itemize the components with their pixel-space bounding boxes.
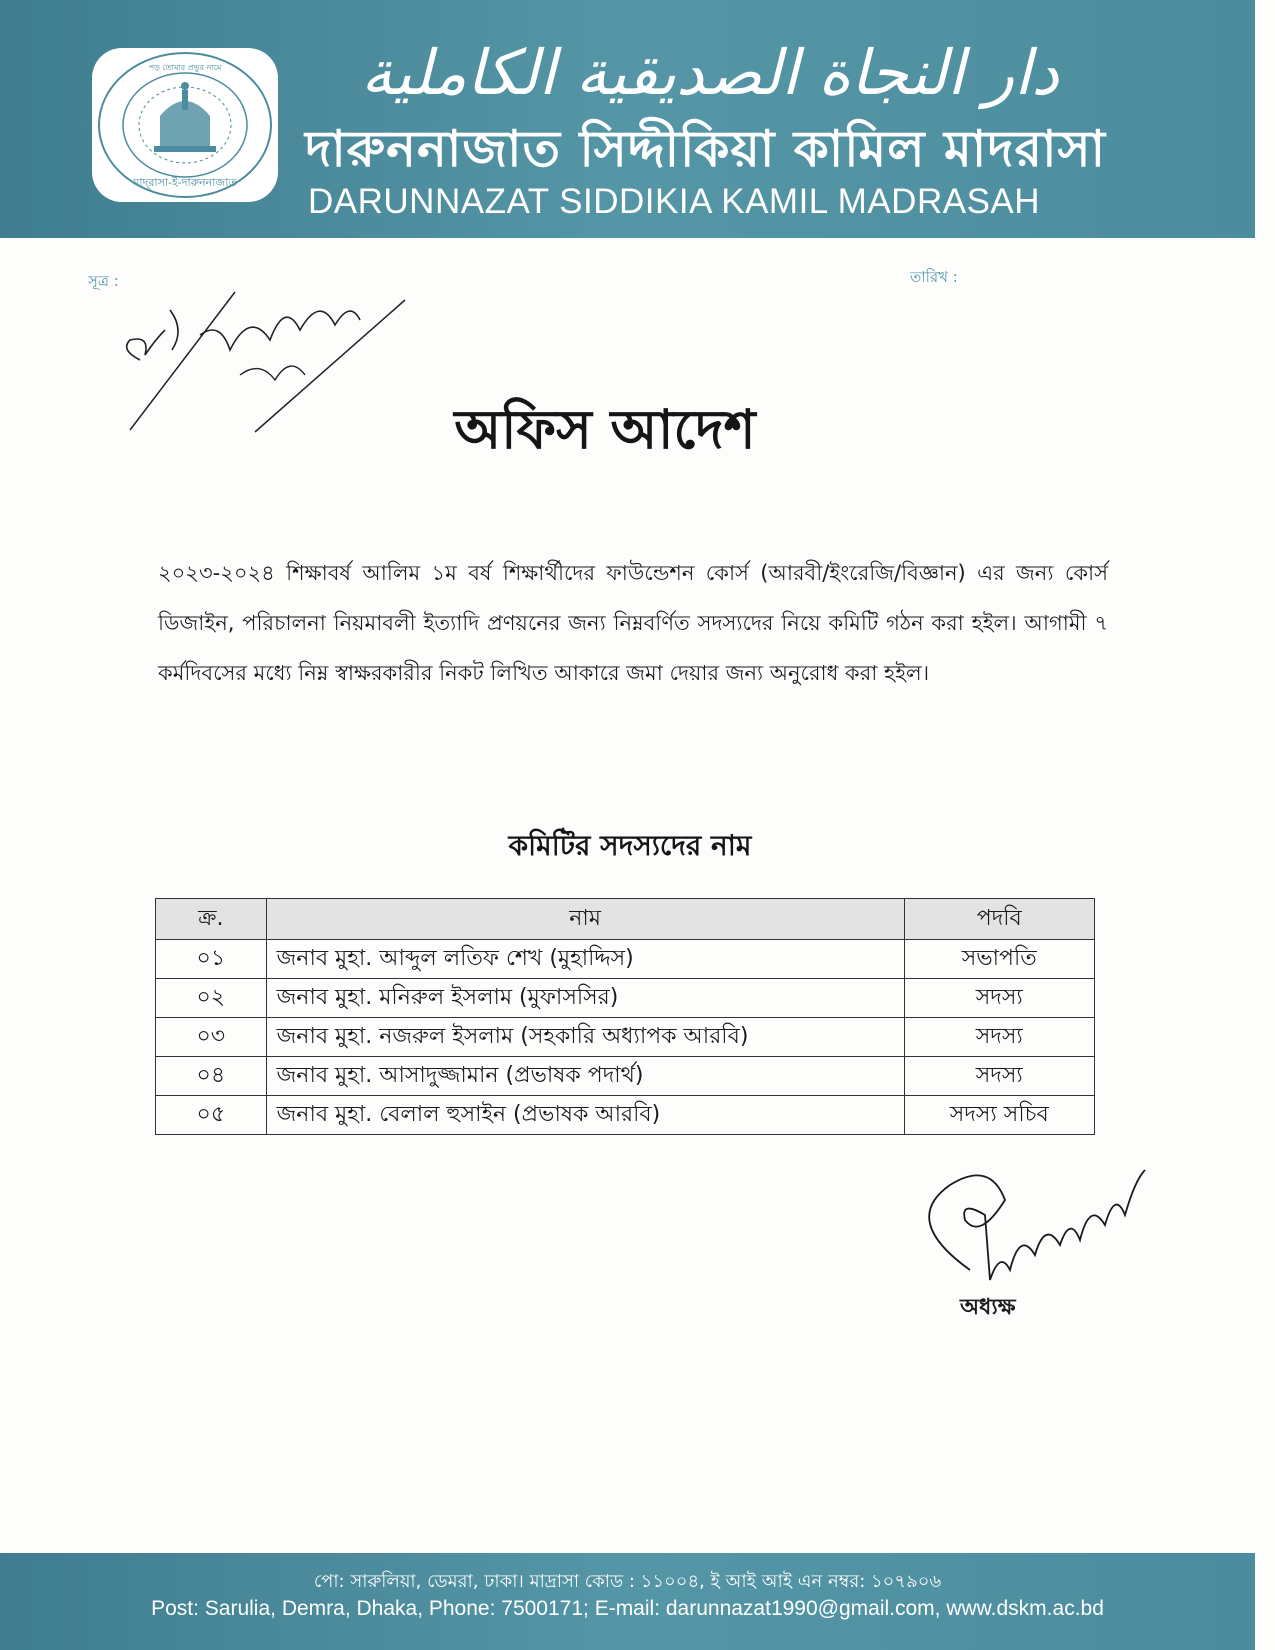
row-name: জনাব মুহা. মনিরুল ইসলাম (মুফাসসির) — [266, 979, 904, 1018]
table-row — [156, 1096, 1095, 1135]
row-name: জনাব মুহা. আসাদুজ্জামান (প্রভাষক পদার্থ) — [266, 1057, 904, 1096]
row-designation: সদস্য — [904, 979, 1094, 1018]
footer-band — [0, 1553, 1255, 1650]
svg-text:মাদ্‌রাসা-ই-দারুননাজাত: মাদ্‌রাসা-ই-দারুননাজাত — [133, 176, 237, 189]
row-name: জনাব মুহা. আব্দুল লতিফ শেখ (মুহাদ্দিস) — [266, 940, 904, 979]
svg-text:পড় তোমার প্রভুর নামে: পড় তোমার প্রভুর নামে — [148, 63, 222, 72]
table-row — [156, 979, 1095, 1018]
row-name: জনাব মুহা. বেলাল হুসাইন (প্রভাষক আরবি) — [266, 1096, 904, 1135]
principal-signature — [910, 1160, 1160, 1310]
madrasah-logo — [90, 46, 280, 204]
footer-contact-english: Post: Sarulia, Demra, Dhaka, Phone: 7500171; E-mail: darunnazat1990@gmail.com, www.dskm.ac.bd — [151, 1597, 1104, 1620]
row-name: জনাব মুহা. নজরুল ইসলাম (সহকারি অধ্যাপক আরবি) — [266, 1018, 904, 1057]
document-title: অফিস আদেশ — [454, 398, 756, 461]
column-header-designation: পদবি — [904, 899, 1094, 940]
committee-table-title: কমিটির সদস্যদের নাম — [508, 829, 752, 862]
column-header-name: নাম — [266, 899, 904, 940]
row-designation: সদস্য — [904, 1057, 1094, 1096]
row-serial: ০৩ — [156, 1018, 267, 1057]
column-header-serial: ক্র. — [156, 899, 267, 940]
arabic-calligraphy: دار النجاة الصديقية الكاملية — [360, 36, 1060, 109]
row-serial: ০৪ — [156, 1057, 267, 1096]
table-row — [156, 1057, 1095, 1096]
row-designation: সদস্য সচিব — [904, 1096, 1094, 1135]
letterhead-band — [0, 0, 1255, 238]
date-label: তারিখ : — [910, 268, 958, 286]
row-designation: সভাপতি — [904, 940, 1094, 979]
row-serial: ০২ — [156, 979, 267, 1018]
institution-name-english: DARUNNAZAT SIDDIKIA KAMIL MADRASAH — [308, 182, 1041, 221]
footer-address-bengali: পো: সারুলিয়া, ডেমরা, ঢাকা। মাদ্রাসা কোড : ১১০০৪, ই আই আই এন নম্বর: ১০৭৯০৬ — [313, 1571, 942, 1592]
table-row — [156, 1018, 1095, 1057]
table-header-row — [156, 899, 1095, 940]
row-designation: সদস্য — [904, 1018, 1094, 1057]
committee-members-table — [155, 898, 1095, 1135]
order-body-text: ২০২৩-২০২৪ শিক্ষাবর্ষ আলিম ১ম বর্ষ শিক্ষার্থীদের ফাউন্ডেশন কোর্স (আরবী/ইংরেজি/বিজ্ঞান) এর জন্য কোর্স ডিজাইন, পরিচালনা নিয়মাবলী ইত্যাদি প্রণয়নের জন্য নিম্নবর্ণিত সদস্যদের নিয়ে কমিটি গঠন করা হইল। আগামী ৭ কর্মদিবসের মধ্যে নিম্ন স্বাক্ষরকারীর নিকট লিখিত আকারে জমা দেয়ার জন্য অনুরোধ করা হইল। — [158, 561, 1108, 685]
table-row — [156, 940, 1095, 979]
row-serial: ০১ — [156, 940, 267, 979]
reference-label: সূত্র : — [88, 272, 119, 290]
principal-designation: অধ্যক্ষ — [960, 1295, 1016, 1320]
row-serial: ০৫ — [156, 1096, 267, 1135]
institution-name-bengali: দারুননাজাত সিদ্দীকিয়া কামিল মাদরাসা — [305, 120, 1107, 178]
